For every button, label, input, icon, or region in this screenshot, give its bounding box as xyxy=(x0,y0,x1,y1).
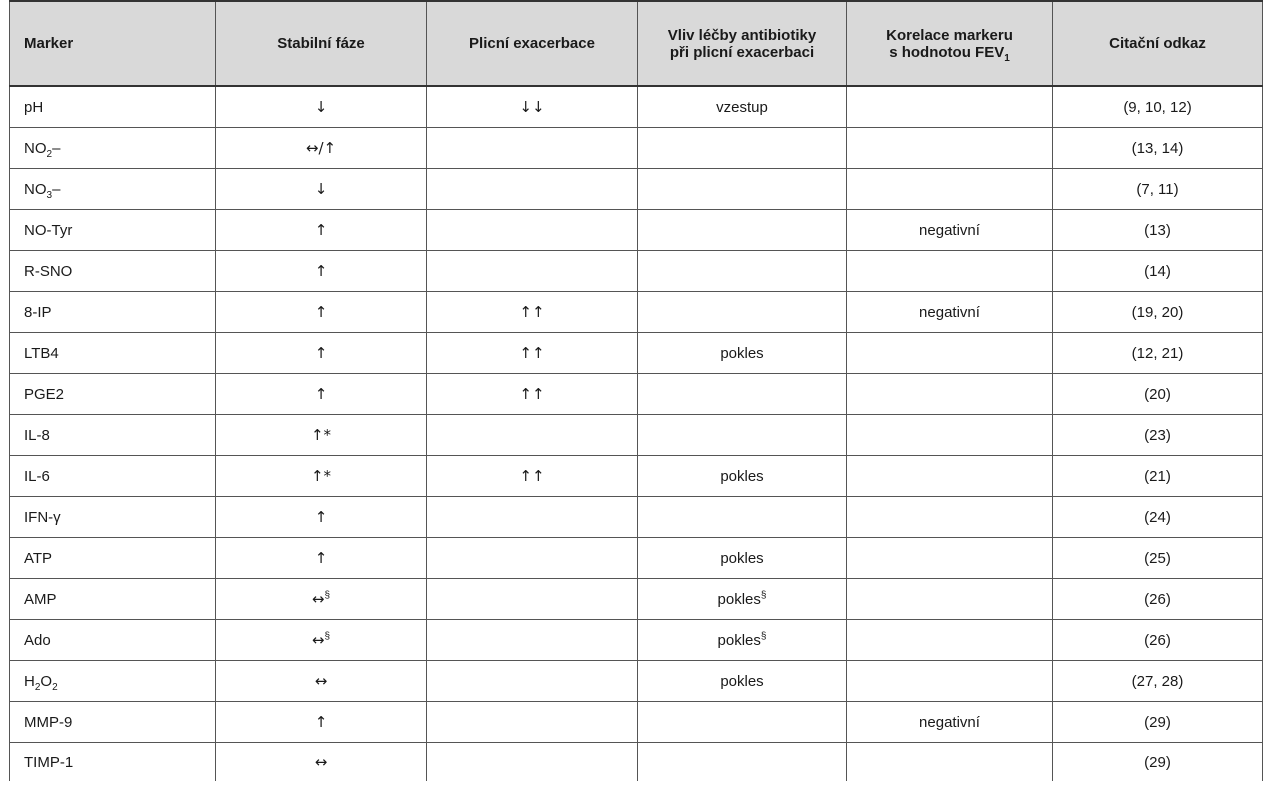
cell-fev1 xyxy=(847,210,1053,251)
cell-fev1 xyxy=(847,579,1053,620)
stable-value: ↔ xyxy=(314,752,328,771)
cell-antibiotics xyxy=(638,251,847,292)
cell-stable xyxy=(216,538,427,579)
cell-marker xyxy=(10,333,216,374)
table-body xyxy=(10,86,1263,781)
cell-fev1 xyxy=(847,169,1053,210)
citation-value: (14) xyxy=(1144,262,1171,280)
cell-stable xyxy=(216,86,427,128)
cell-stable xyxy=(216,579,427,620)
table-row xyxy=(10,210,1263,251)
antibiotics-value: pokles xyxy=(717,631,761,649)
table-row xyxy=(10,169,1263,210)
table-row xyxy=(10,702,1263,743)
cell-citation xyxy=(1053,538,1263,579)
cell-fev1 xyxy=(847,538,1053,579)
stable-value: ↔ xyxy=(311,630,325,649)
cell-exacerbation xyxy=(427,497,638,538)
table-row xyxy=(10,251,1263,292)
marker-suffix: – xyxy=(52,139,61,157)
table-row xyxy=(10,456,1263,497)
exacerbation-value: ↑↑ xyxy=(519,384,545,403)
marker-value: IL-6 xyxy=(24,467,50,485)
marker-value: R-SNO xyxy=(24,262,73,280)
cell-stable xyxy=(216,333,427,374)
cell-exacerbation xyxy=(427,374,638,415)
cell-stable xyxy=(216,702,427,743)
cell-citation xyxy=(1053,743,1263,782)
cell-marker xyxy=(10,743,216,782)
citation-value: (13) xyxy=(1144,221,1171,239)
table-row xyxy=(10,743,1263,782)
stable-value: ↑ xyxy=(314,384,328,403)
cell-marker xyxy=(10,251,216,292)
stable-superscript: § xyxy=(324,589,331,601)
fev1-value: negativní xyxy=(919,221,980,239)
table-row xyxy=(10,86,1263,128)
cell-antibiotics xyxy=(638,702,847,743)
cell-stable xyxy=(216,251,427,292)
cell-antibiotics xyxy=(638,333,847,374)
exacerbation-value: ↓↓ xyxy=(519,97,545,116)
citation-value: (24) xyxy=(1144,508,1171,526)
marker-value: NO-Tyr xyxy=(24,221,73,239)
cell-citation xyxy=(1053,456,1263,497)
cell-stable xyxy=(216,169,427,210)
table-row xyxy=(10,620,1263,661)
antibiotics-superscript: § xyxy=(760,589,767,601)
citation-value: (7, 11) xyxy=(1136,180,1179,198)
citation-value: (29) xyxy=(1144,753,1171,771)
cell-citation xyxy=(1053,251,1263,292)
header-exacerbation: Plicní exacerbace xyxy=(427,1,638,86)
cell-antibiotics xyxy=(638,661,847,702)
antibiotics-value: pokles xyxy=(720,672,764,690)
citation-value: (23) xyxy=(1144,426,1171,444)
cell-fev1 xyxy=(847,251,1053,292)
table-row xyxy=(10,292,1263,333)
cell-fev1 xyxy=(847,620,1053,661)
stable-value: ↑ xyxy=(314,712,328,731)
cell-marker xyxy=(10,702,216,743)
cell-stable xyxy=(216,743,427,782)
antibiotics-superscript: § xyxy=(760,630,767,642)
cell-antibiotics xyxy=(638,210,847,251)
citation-value: (19, 20) xyxy=(1131,303,1184,321)
table-row xyxy=(10,661,1263,702)
cell-marker xyxy=(10,456,216,497)
table-row xyxy=(10,333,1263,374)
cell-marker xyxy=(10,415,216,456)
cell-stable xyxy=(216,661,427,702)
cell-stable xyxy=(216,497,427,538)
cell-antibiotics xyxy=(638,415,847,456)
marker-value: 8-IP xyxy=(24,303,52,321)
table-row xyxy=(10,415,1263,456)
cell-stable xyxy=(216,210,427,251)
cell-antibiotics xyxy=(638,538,847,579)
cell-exacerbation xyxy=(427,128,638,169)
stable-value: ↑* xyxy=(310,466,332,485)
stable-value: ↔ xyxy=(311,589,325,608)
header-antibiotics xyxy=(638,1,847,86)
citation-value: (29) xyxy=(1144,713,1171,731)
cell-fev1 xyxy=(847,415,1053,456)
marker-subscript: 2 xyxy=(34,681,41,693)
cell-stable xyxy=(216,620,427,661)
marker-value: PGE2 xyxy=(24,385,65,403)
marker-value: ATP xyxy=(24,549,53,567)
header-stable: Stabilní fáze xyxy=(216,1,427,86)
marker-suffix: – xyxy=(52,180,61,198)
cell-antibiotics xyxy=(638,497,847,538)
cell-citation xyxy=(1053,702,1263,743)
fev1-value: negativní xyxy=(919,713,980,731)
marker-value: Ado xyxy=(24,631,51,649)
header-fev1-sub: 1 xyxy=(1004,52,1010,64)
marker-value: TIMP-1 xyxy=(24,753,74,771)
marker-table xyxy=(9,0,1263,781)
stable-value: ↔ xyxy=(314,671,328,690)
table-row xyxy=(10,538,1263,579)
table-row xyxy=(10,374,1263,415)
cell-fev1 xyxy=(847,497,1053,538)
cell-marker xyxy=(10,579,216,620)
citation-value: (20) xyxy=(1144,385,1171,403)
cell-antibiotics xyxy=(638,169,847,210)
marker-subscript: 2 xyxy=(46,148,53,160)
cell-marker xyxy=(10,497,216,538)
cell-citation xyxy=(1053,86,1263,128)
header-citation: Citační odkaz xyxy=(1053,1,1263,86)
cell-exacerbation xyxy=(427,620,638,661)
cell-marker xyxy=(10,169,216,210)
cell-exacerbation xyxy=(427,661,638,702)
citation-value: (26) xyxy=(1144,631,1171,649)
cell-stable xyxy=(216,292,427,333)
table-row xyxy=(10,579,1263,620)
cell-fev1 xyxy=(847,702,1053,743)
header-antibiotics-line2: při plicní exacerbaci xyxy=(669,43,815,61)
cell-antibiotics xyxy=(638,620,847,661)
fev1-value: negativní xyxy=(919,303,980,321)
cell-citation xyxy=(1053,661,1263,702)
header-fev1-line1: Korelace markeru xyxy=(886,26,1013,44)
cell-marker xyxy=(10,661,216,702)
cell-fev1 xyxy=(847,86,1053,128)
cell-fev1 xyxy=(847,374,1053,415)
antibiotics-value: pokles xyxy=(717,590,761,608)
cell-stable xyxy=(216,415,427,456)
cell-exacerbation xyxy=(427,210,638,251)
header-fev1-line2: s hodnotou FEV xyxy=(889,43,1005,61)
cell-fev1 xyxy=(847,456,1053,497)
cell-fev1 xyxy=(847,128,1053,169)
cell-exacerbation xyxy=(427,86,638,128)
citation-value: (12, 21) xyxy=(1131,344,1184,362)
cell-marker xyxy=(10,538,216,579)
marker-value: MMP-9 xyxy=(24,713,73,731)
cell-fev1 xyxy=(847,743,1053,782)
citation-value: (25) xyxy=(1144,549,1171,567)
citation-value: (27, 28) xyxy=(1131,672,1184,690)
exacerbation-value: ↑↑ xyxy=(519,466,545,485)
marker-mid: O xyxy=(40,672,53,690)
cell-citation xyxy=(1053,497,1263,538)
table-row xyxy=(10,497,1263,538)
stable-value: ↑ xyxy=(314,548,328,567)
marker-value: H xyxy=(24,672,35,690)
cell-exacerbation xyxy=(427,415,638,456)
header-antibiotics-line1: Vliv léčby antibiotiky xyxy=(667,26,817,44)
cell-marker xyxy=(10,86,216,128)
exacerbation-value: ↑↑ xyxy=(519,343,545,362)
marker-value: IL-8 xyxy=(24,426,50,444)
antibiotics-value: pokles xyxy=(720,549,764,567)
cell-fev1 xyxy=(847,333,1053,374)
cell-citation xyxy=(1053,415,1263,456)
stable-value: ↑ xyxy=(314,343,328,362)
stable-value: ↑ xyxy=(314,302,328,321)
cell-citation xyxy=(1053,374,1263,415)
cell-antibiotics xyxy=(638,579,847,620)
marker-subscript-2: 2 xyxy=(52,681,58,693)
cell-antibiotics xyxy=(638,743,847,782)
cell-exacerbation xyxy=(427,702,638,743)
citation-value: (9, 10, 12) xyxy=(1123,98,1192,116)
cell-antibiotics xyxy=(638,128,847,169)
cell-citation xyxy=(1053,620,1263,661)
cell-exacerbation xyxy=(427,251,638,292)
stable-value: ↑ xyxy=(314,261,328,280)
cell-exacerbation xyxy=(427,169,638,210)
cell-exacerbation xyxy=(427,456,638,497)
cell-antibiotics xyxy=(638,86,847,128)
cell-marker xyxy=(10,210,216,251)
marker-value: NO xyxy=(24,139,47,157)
stable-superscript: § xyxy=(324,630,331,642)
marker-subscript: 3 xyxy=(46,189,53,201)
stable-value: ↓ xyxy=(314,97,328,116)
antibiotics-value: pokles xyxy=(720,467,764,485)
header-marker: Marker xyxy=(10,1,216,86)
stable-value: ↔/↑ xyxy=(305,138,337,157)
stable-value: ↓ xyxy=(314,179,328,198)
stable-value: ↑* xyxy=(310,425,332,444)
cell-stable xyxy=(216,456,427,497)
cell-exacerbation xyxy=(427,743,638,782)
header-row xyxy=(10,1,1263,86)
cell-exacerbation xyxy=(427,538,638,579)
cell-antibiotics xyxy=(638,374,847,415)
cell-marker xyxy=(10,620,216,661)
stable-value: ↑ xyxy=(314,220,328,239)
cell-exacerbation xyxy=(427,292,638,333)
cell-antibiotics xyxy=(638,456,847,497)
marker-value: AMP xyxy=(24,590,57,608)
stable-value: ↑ xyxy=(314,507,328,526)
antibiotics-value: pokles xyxy=(720,344,764,362)
marker-value: NO xyxy=(24,180,47,198)
cell-marker xyxy=(10,128,216,169)
cell-exacerbation xyxy=(427,333,638,374)
cell-stable xyxy=(216,128,427,169)
cell-citation xyxy=(1053,333,1263,374)
antibiotics-value: vzestup xyxy=(716,98,768,116)
cell-citation xyxy=(1053,579,1263,620)
header-fev1 xyxy=(847,1,1053,86)
cell-citation xyxy=(1053,292,1263,333)
exacerbation-value: ↑↑ xyxy=(519,302,545,321)
cell-citation xyxy=(1053,128,1263,169)
cell-citation xyxy=(1053,169,1263,210)
citation-value: (13, 14) xyxy=(1131,139,1184,157)
cell-antibiotics xyxy=(638,292,847,333)
citation-value: (21) xyxy=(1144,467,1171,485)
cell-fev1 xyxy=(847,292,1053,333)
cell-exacerbation xyxy=(427,579,638,620)
cell-citation xyxy=(1053,210,1263,251)
table-row xyxy=(10,128,1263,169)
citation-value: (26) xyxy=(1144,590,1171,608)
cell-marker xyxy=(10,292,216,333)
marker-value: IFN-γ xyxy=(24,508,61,526)
marker-value: LTB4 xyxy=(24,344,59,362)
cell-marker xyxy=(10,374,216,415)
marker-value: pH xyxy=(24,98,44,116)
cell-stable xyxy=(216,374,427,415)
cell-fev1 xyxy=(847,661,1053,702)
